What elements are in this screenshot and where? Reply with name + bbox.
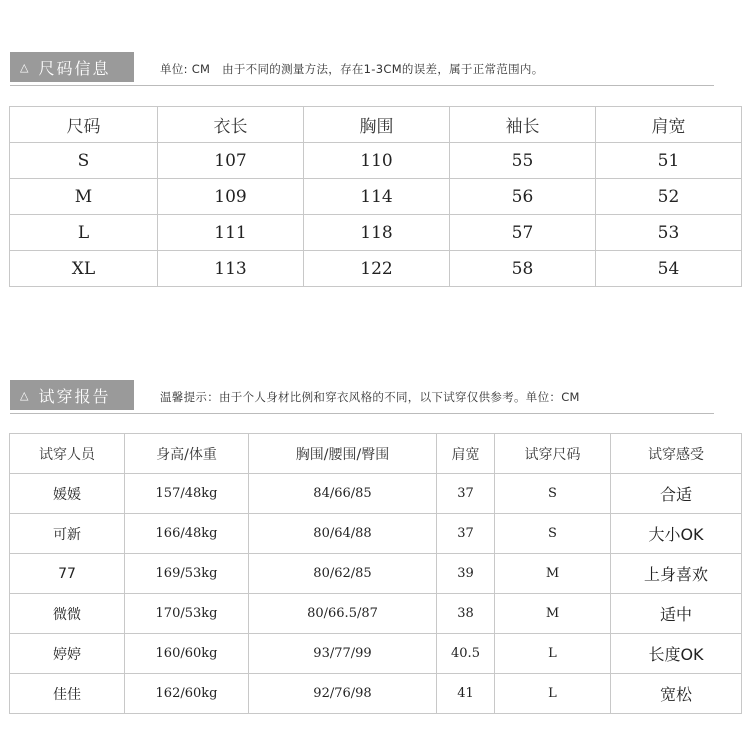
table-row <box>10 554 742 594</box>
table-cell: 114 <box>304 179 450 215</box>
tryon-report-title: 试穿报告 <box>38 386 111 406</box>
tryon-report-note: 温馨提示：由于个人身材比例和穿衣风格的不同，以下试穿仅供参考。单位：CM <box>160 390 580 404</box>
table-cell: 170/53kg <box>125 594 249 634</box>
table-row <box>10 251 742 287</box>
table-row <box>10 634 742 674</box>
table-header-row <box>10 434 742 474</box>
table-cell: 57 <box>450 215 596 251</box>
table-cell: 58 <box>450 251 596 287</box>
table-cell: 56 <box>450 179 596 215</box>
table-row <box>10 674 742 714</box>
table-cell: 54 <box>596 251 742 287</box>
table-cell: 婷婷 <box>10 634 125 674</box>
table-cell: 55 <box>450 143 596 179</box>
table-cell: 适中 <box>611 594 742 634</box>
header-cell: 袖长 <box>450 107 596 143</box>
table-cell: 122 <box>304 251 450 287</box>
header-cell: 尺码 <box>10 107 158 143</box>
table-cell: 109 <box>158 179 304 215</box>
table-cell: 长度OK <box>611 634 742 674</box>
header-cell: 胸围 <box>304 107 450 143</box>
table-cell: S <box>495 474 611 514</box>
table-cell: 37 <box>437 474 495 514</box>
header-cell: 试穿感受 <box>611 434 742 474</box>
table-cell: 111 <box>158 215 304 251</box>
table-cell: 107 <box>158 143 304 179</box>
table-cell: 媛媛 <box>10 474 125 514</box>
table-cell: 大小OK <box>611 514 742 554</box>
divider <box>10 85 714 86</box>
table-cell: 佳佳 <box>10 674 125 714</box>
table-cell: M <box>495 594 611 634</box>
table-cell: 118 <box>304 215 450 251</box>
table-cell: 53 <box>596 215 742 251</box>
table-cell: 92/76/98 <box>249 674 437 714</box>
table-cell: L <box>495 674 611 714</box>
header-cell: 肩宽 <box>437 434 495 474</box>
table-cell: XL <box>10 251 158 287</box>
header-cell: 身高/体重 <box>125 434 249 474</box>
header-cell: 试穿尺码 <box>495 434 611 474</box>
table-cell: M <box>495 554 611 594</box>
table-cell: 166/48kg <box>125 514 249 554</box>
table-cell: 40.5 <box>437 634 495 674</box>
table-row <box>10 179 742 215</box>
table-cell: 80/66.5/87 <box>249 594 437 634</box>
table-cell: 80/64/88 <box>249 514 437 554</box>
table-row <box>10 474 742 514</box>
table-cell: 169/53kg <box>125 554 249 594</box>
table-cell: 52 <box>596 179 742 215</box>
table-row <box>10 143 742 179</box>
table-cell: 157/48kg <box>125 474 249 514</box>
header-cell: 胸围/腰围/臀围 <box>249 434 437 474</box>
size-info-header <box>0 52 750 86</box>
tryon-table <box>9 433 742 714</box>
table-cell: 113 <box>158 251 304 287</box>
size-info-title: 尺码信息 <box>38 58 111 78</box>
divider <box>10 413 714 414</box>
header-cell: 试穿人员 <box>10 434 125 474</box>
table-cell: M <box>10 179 158 215</box>
table-cell: 160/60kg <box>125 634 249 674</box>
table-cell: 41 <box>437 674 495 714</box>
table-cell: 宽松 <box>611 674 742 714</box>
table-cell: 84/66/85 <box>249 474 437 514</box>
tryon-report-header <box>0 380 750 414</box>
header-cell: 肩宽 <box>596 107 742 143</box>
table-cell: 51 <box>596 143 742 179</box>
table-row <box>10 594 742 634</box>
size-table <box>9 106 742 287</box>
triangle-up-icon: △ <box>20 60 29 74</box>
table-cell: S <box>495 514 611 554</box>
table-header-row <box>10 107 742 143</box>
table-row <box>10 215 742 251</box>
table-cell: 39 <box>437 554 495 594</box>
table-cell: 微微 <box>10 594 125 634</box>
table-cell: 37 <box>437 514 495 554</box>
table-cell: L <box>10 215 158 251</box>
table-cell: 110 <box>304 143 450 179</box>
table-cell: 合适 <box>611 474 742 514</box>
tryon-report-tag <box>10 380 134 410</box>
size-info-note: 单位: CM 由于不同的测量方法，存在1-3CM的误差，属于正常范围内。 <box>160 62 544 76</box>
table-cell: 38 <box>437 594 495 634</box>
header-cell: 衣长 <box>158 107 304 143</box>
table-cell: S <box>10 143 158 179</box>
table-cell: 上身喜欢 <box>611 554 742 594</box>
size-info-tag <box>10 52 134 82</box>
table-row <box>10 514 742 554</box>
table-cell: 93/77/99 <box>249 634 437 674</box>
table-cell: 可新 <box>10 514 125 554</box>
triangle-up-icon: △ <box>20 388 29 402</box>
table-cell: 77 <box>10 554 125 594</box>
table-cell: L <box>495 634 611 674</box>
table-cell: 80/62/85 <box>249 554 437 594</box>
table-cell: 162/60kg <box>125 674 249 714</box>
